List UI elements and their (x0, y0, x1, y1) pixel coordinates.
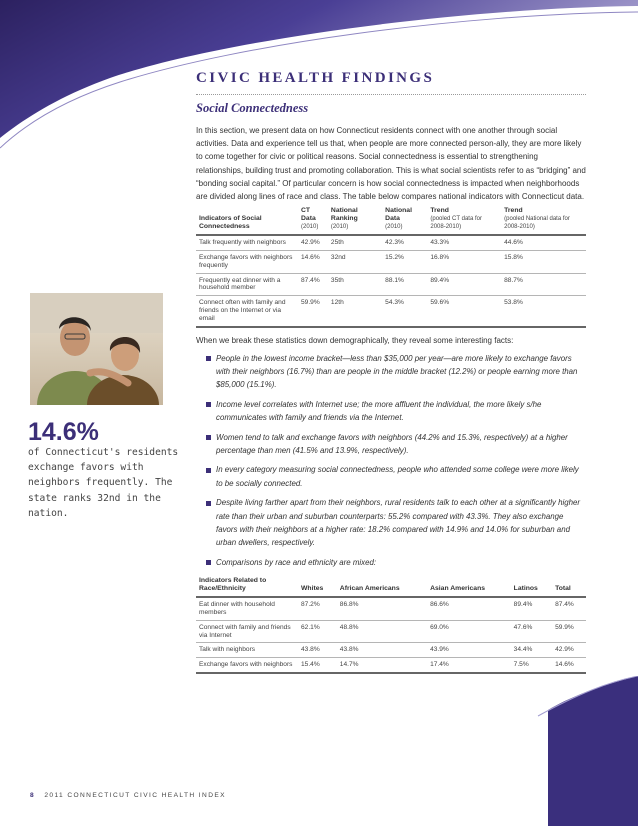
table-cell: Connect often with family and friends on the Internet or via email (196, 296, 298, 327)
table1-header: Trend (pooled CT data for 2008-2010) (430, 207, 482, 231)
table2-header: African Americans (339, 585, 400, 593)
table-row (196, 235, 586, 250)
table-cell: 53.8% (501, 296, 586, 327)
table-cell: Talk frequently with neighbors (196, 235, 298, 250)
list-item: Income level correlates with Internet use; the more affluent the individual, the more likely s/he communicates with family and friends via the Internet. (196, 398, 586, 425)
table-cell: 14.6% (298, 251, 328, 274)
table-row (196, 620, 586, 643)
title-divider (196, 94, 586, 95)
table-cell: Exchange favors with neighbors frequently (196, 251, 298, 274)
table1-header: Trend (pooled National data for 2008-2010) (504, 207, 570, 231)
intro-paragraph: In this section, we present data on how Connecticut residents connect with one another through social activities. Data and experience tell us that, when people are more connected person-ally, they are more likely to come together for civic or political reasons. Social connectedness is essential to strengthening relationships, building trust and promoting collaboration. This is what social scientists refer to as “bridging” and “bonding social capital.” Of particular concern is how social connectedness is impacted when neighborhoods are divided along lines of race and class. The table below compares national indicators with Connecticut data. (196, 126, 586, 202)
table-cell: 35th (328, 273, 382, 296)
footer-title: 2011 CONNECTICUT CIVIC HEALTH INDEX (44, 792, 226, 799)
table-cell: 86.8% (337, 597, 427, 620)
table2-header: Latinos (513, 585, 538, 593)
table-cell: 59.6% (427, 296, 501, 327)
table-cell: 42.3% (382, 235, 427, 250)
table-cell: Talk with neighbors (196, 643, 298, 658)
table-cell: 7.5% (511, 658, 552, 673)
table-cell: 32nd (328, 251, 382, 274)
table-cell: 14.7% (337, 658, 427, 673)
table1-header: Indicators of Social Connectedness (199, 215, 262, 231)
main-content (196, 70, 586, 674)
table-cell: 59.9% (298, 296, 328, 327)
table-cell: 89.4% (511, 597, 552, 620)
table-cell: 59.9% (552, 620, 586, 643)
stat-text: of Connecticut's residents exchange favors with neighbors frequently. The state ranks 32nd in the nation. (28, 447, 179, 519)
table-cell: Frequently eat dinner with a household member (196, 273, 298, 296)
table1-header: CT Data (2010) (301, 207, 319, 231)
table-cell: 87.4% (298, 273, 328, 296)
table-cell: 42.9% (552, 643, 586, 658)
list-item: Women tend to talk and exchange favors with neighbors (44.2% and 15.3%, respectively) at a higher percentage than men (41.5% and 13.9%, respectively). (196, 431, 586, 458)
list-item: Comparisons by race and ethnicity are mixed: (196, 556, 586, 569)
table-cell: 17.4% (427, 658, 511, 673)
list-item: People in the lowest income bracket—less than $35,000 per year—are more likely to exchange favors with their neighbors (16.7%) than are people in the middle bracket (12.2%) or people earning more than $85,000 (15.1%). (196, 352, 586, 392)
table2-header: Asian Americans (430, 585, 485, 593)
corner-swoosh (518, 676, 638, 826)
page-number: 8 (30, 792, 36, 799)
table-cell: 34.4% (511, 643, 552, 658)
list-item: Despite living farther apart from their neighbors, rural residents talk to each other at a significantly higher rate than their urban and suburban counterparts: 55.2% compared with 43.3%. They also exchange favors with their neighbors at a higher rate: 18.2% compared with 14.9% and 14.0% for suburban and urban dwellers, respectively. (196, 496, 586, 550)
table-cell: Eat dinner with household members (196, 597, 298, 620)
couple-photo (30, 293, 163, 405)
table-cell: 88.7% (501, 273, 586, 296)
table-cell: Exchange favors with neighbors (196, 658, 298, 673)
table-cell: 14.6% (552, 658, 586, 673)
table-cell: 87.4% (552, 597, 586, 620)
table-cell: 88.1% (382, 273, 427, 296)
section-title: CIVIC HEALTH FINDINGS (196, 70, 435, 86)
table-row (196, 597, 586, 620)
table-cell: 87.2% (298, 597, 337, 620)
table-row (196, 251, 586, 274)
table-cell: 43.9% (427, 643, 511, 658)
page-footer (30, 792, 226, 799)
table2-header: Indicators Related to Race/Ethnicity (199, 577, 267, 593)
section-subtitle: Social Connectedness (196, 101, 309, 115)
findings-list (196, 352, 586, 570)
table-cell: 48.8% (337, 620, 427, 643)
stat-number: 14.6% (28, 418, 99, 446)
table-cell: 15.4% (298, 658, 337, 673)
table-cell: 16.8% (427, 251, 501, 274)
table-row (196, 643, 586, 658)
table-cell: 62.1% (298, 620, 337, 643)
table-cell: 15.8% (501, 251, 586, 274)
table-cell: 69.0% (427, 620, 511, 643)
table2-header: Whites (301, 585, 324, 593)
table2-header: Total (555, 585, 571, 593)
table-cell: 89.4% (427, 273, 501, 296)
table-cell: 47.6% (511, 620, 552, 643)
table1-header: National Ranking (2010) (330, 207, 358, 231)
table-cell: 44.6% (501, 235, 586, 250)
table-cell: 86.6% (427, 597, 511, 620)
table-cell: 12th (328, 296, 382, 327)
race-ethnicity-table (196, 575, 586, 674)
table-row (196, 658, 586, 673)
list-item: In every category measuring social connectedness, people who attended some college were more likely to be socially connected. (196, 463, 586, 490)
sidebar-callout (28, 420, 188, 521)
social-connectedness-table (196, 205, 586, 327)
demographics-intro: When we break these statistics down demographically, they reveal some interesting facts: (196, 335, 514, 345)
table-cell: 43.8% (298, 643, 337, 658)
table-cell: 25th (328, 235, 382, 250)
table-cell: 43.8% (337, 643, 427, 658)
table-cell: 42.9% (298, 235, 328, 250)
table-cell: 15.2% (382, 251, 427, 274)
table-row (196, 296, 586, 327)
table-row (196, 273, 586, 296)
table-cell: 43.3% (427, 235, 501, 250)
table-cell: 54.3% (382, 296, 427, 327)
table1-header: National Data (2010) (385, 207, 412, 231)
table-cell: Connect with family and friends via Internet (196, 620, 298, 643)
